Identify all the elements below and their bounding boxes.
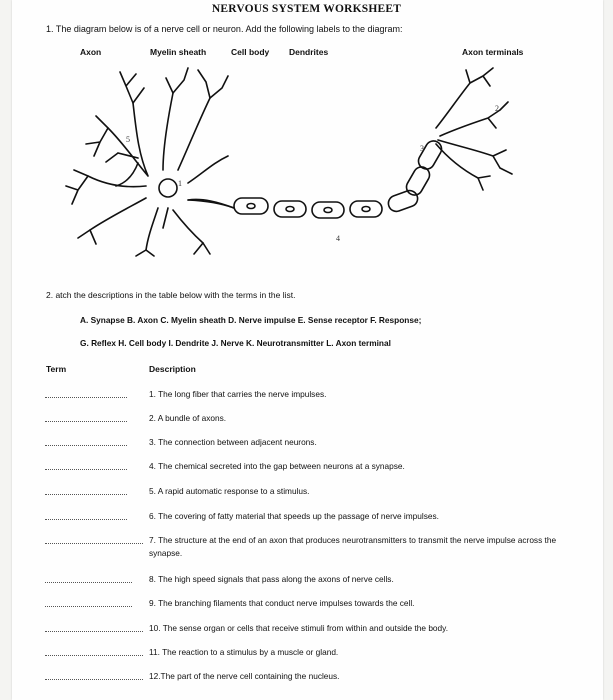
neuron-diagram [38, 58, 558, 258]
description-row: 8. The high speed signals that pass along the axons of nerve cells. [149, 574, 394, 584]
diagram-number-3: 3 [420, 144, 424, 153]
label-cell-body: Cell body [231, 47, 270, 57]
description-row: 3. The connection between adjacent neurons. [149, 437, 317, 447]
answer-line[interactable] [45, 631, 143, 632]
term-list-line-1: A. Synapse B. Axon C. Myelin sheath D. Nerve impulse E. Sense receptor F. Response; [80, 315, 422, 325]
description-row: 2. A bundle of axons. [149, 413, 227, 423]
label-myelin-sheath: Myelin sheath [150, 47, 207, 57]
answer-line[interactable] [45, 606, 132, 607]
answer-line[interactable] [45, 582, 132, 583]
description-row: 4. The chemical secreted into the gap between neurons at a synapse. [149, 461, 405, 471]
diagram-number-4: 4 [336, 234, 340, 243]
description-row: 7. The structure at the end of an axon that produces neurotransmitters to transmit the nerve impulse across the synapse. [149, 535, 557, 558]
term-column-header: Term [46, 364, 67, 374]
answer-line[interactable] [45, 421, 127, 422]
diagram-number-5: 5 [126, 135, 130, 144]
label-dendrites: Dendrites [289, 47, 329, 57]
answer-line[interactable] [45, 655, 143, 656]
diagram-number-1: 1 [178, 179, 182, 188]
description-row: 10. The sense organ or cells that receive stimuli from within and outside the body. [149, 623, 448, 633]
term-list-line-2: G. Reflex H. Cell body I. Dendrite J. Nerve K. Neurotransmitter L. Axon terminal [80, 338, 391, 348]
question-2-text: 2. atch the descriptions in the table below with the terms in the list. [46, 290, 296, 300]
question-1-text: 1. The diagram below is of a nerve cell or neuron. Add the following labels to the diagram: [46, 24, 403, 34]
answer-line[interactable] [45, 469, 127, 470]
answer-line[interactable] [45, 397, 127, 398]
answer-line[interactable] [45, 543, 143, 544]
description-column-header: Description [149, 364, 196, 374]
label-axon-terminals: Axon terminals [462, 47, 524, 57]
description-row: 9. The branching filaments that conduct nerve impulses towards the cell. [149, 598, 415, 608]
answer-line[interactable] [45, 494, 127, 495]
description-row: 5. A rapid automatic response to a stimulus. [149, 486, 310, 496]
worksheet-title: NERVOUS SYSTEM WORKSHEET [211, 3, 402, 15]
label-axon: Axon [80, 47, 102, 57]
description-row: 11. The reaction to a stimulus by a muscle or gland. [149, 647, 339, 657]
description-row: 12.The part of the nerve cell containing the nucleus. [149, 671, 340, 681]
answer-line[interactable] [45, 519, 127, 520]
description-row: 6. The covering of fatty material that speeds up the passage of nerve impulses. [149, 511, 439, 521]
description-row: 1. The long fiber that carries the nerve impulses. [149, 389, 327, 399]
answer-line[interactable] [45, 679, 143, 680]
diagram-number-2: 2 [495, 104, 499, 113]
answer-line[interactable] [45, 445, 127, 446]
